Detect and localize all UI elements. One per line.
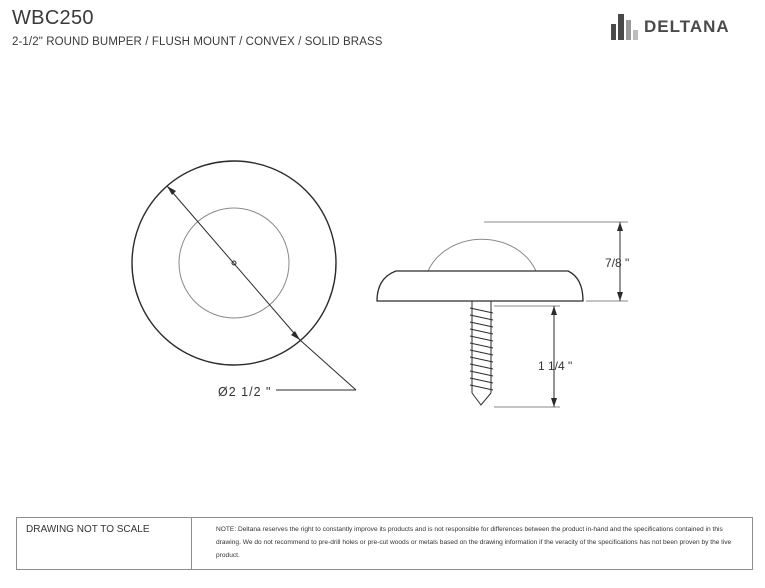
model-code: WBC250 — [12, 7, 94, 29]
diameter-leader-line — [300, 340, 356, 390]
screw-length-dimension-label: 1 1/4 " — [538, 359, 573, 373]
top-view — [132, 161, 356, 390]
dimension-lines — [484, 222, 628, 407]
diameter-line — [167, 186, 300, 340]
scale-note: DRAWING NOT TO SCALE — [17, 518, 192, 569]
base-flange — [377, 271, 583, 301]
screw — [470, 301, 493, 405]
arrow-head-bottom — [291, 331, 300, 340]
disclaimer-note: NOTE: Deltana reserves the right to constantly improve its products and is not responsible for differences between the product in-hand and the specifications contained in this drawing. We do not recommend to pre-drill holes or pre-cut woods or metals based on the drawing information if the veracity of the specifications has not been proven by the live product. — [216, 526, 732, 559]
side-view — [377, 239, 583, 405]
model-description: 2-1/2" ROUND BUMPER / FLUSH MOUNT / CONVEX / SOLID BRASS — [12, 36, 383, 48]
footer-box — [16, 517, 753, 570]
diameter-dimension-label: Ø2 1/2 " — [218, 385, 272, 399]
brand-name: DELTANA — [644, 17, 730, 36]
dome-profile — [428, 239, 536, 271]
height-dimension-label: 7/8 " — [605, 256, 630, 270]
arrow-head-top — [167, 186, 176, 195]
